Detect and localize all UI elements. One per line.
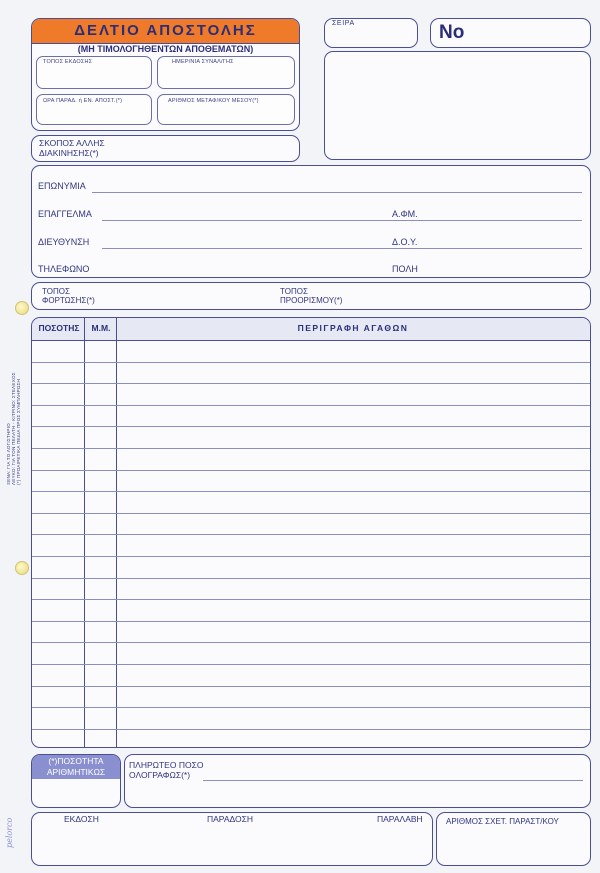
document-subtitle: (ΜΗ ΤΙΜΟΛΟΓΗΘΕΝΤΩΝ ΑΠΟΘΕΜΑΤΩΝ): [77, 44, 254, 54]
vehicle-number-label: ΑΡΙΘΜΟΣ ΜΕΤΑΦ/ΚΟΥ ΜΕΣΟΥ(*): [168, 98, 259, 104]
table-row[interactable]: [32, 729, 590, 730]
profession-line: [102, 220, 582, 221]
purpose-field[interactable]: [31, 135, 300, 162]
time-label: ΩΡΑ ΠΑΡΑΔ. ή ΕΝ. ΑΠΟΣΤ.(*): [43, 98, 123, 104]
table-row[interactable]: [32, 599, 590, 600]
payable-label-1: ΠΛΗΡΩΤΕΟ ΠΟΣΟ: [129, 760, 204, 770]
address-label: ΔΙΕΥΘΥΝΣΗ: [38, 237, 90, 247]
destination-label-1: ΤΟΠΟΣ: [280, 287, 308, 296]
loading-label-2: ΦΟΡΤΩΣΗΣ(*): [42, 296, 95, 305]
date-field[interactable]: [157, 56, 295, 89]
table-row[interactable]: [32, 491, 590, 492]
table-row[interactable]: [32, 534, 590, 535]
date-label: ΗΜΕΡ/ΝΙΑ ΣΥΝΑΛ/ΓΗΣ: [172, 59, 234, 65]
table-row[interactable]: [32, 383, 590, 384]
customer-name-line: [92, 192, 582, 193]
table-row[interactable]: [32, 513, 590, 514]
related-doc-field[interactable]: [436, 812, 591, 866]
phone-label: ΤΗΛΕΦΩΝΟ: [38, 264, 90, 274]
side-note-line-1: ΞΕΝΑ: ΓΙΑ ΤΟ ΛΟΓΙΣΤΗΡΙΟ: [6, 423, 11, 485]
copy-distribution-note: [6, 325, 21, 485]
title-banner: [32, 19, 299, 44]
col-qty-header: ΠΟΣΟΤΗΣ: [38, 323, 80, 333]
table-row[interactable]: [32, 707, 590, 708]
qty-numeric-field[interactable]: [31, 754, 121, 808]
purpose-label: ΣΚΟΠΟΣ ΑΛΛΗΣ ΔΙΑΚΙΝΗΣΗΣ(*): [39, 138, 105, 158]
series-label: ΣΕΙΡΑ: [332, 20, 355, 27]
binder-hole-bottom: [15, 561, 29, 575]
payable-label-2: ΟΛΟΓΡΑΦΩΣ(*): [129, 770, 191, 780]
customer-block: [31, 165, 591, 278]
col-desc-header: ΠΕΡΙΓΡΑΦΗ ΑΓΑΘΩΝ: [297, 323, 409, 333]
customer-name-label: ΕΠΩΝΥΜΙΑ: [38, 181, 86, 191]
place-of-issue-label: ΤΟΠΟΣ ΕΚΔΟΣΗΣ: [43, 59, 93, 65]
places-block: [31, 282, 591, 310]
profession-label: ΕΠΑΓΓΕΛΜΑ: [38, 209, 92, 219]
table-row[interactable]: [32, 621, 590, 622]
table-row[interactable]: [32, 448, 590, 449]
table-row[interactable]: [32, 362, 590, 363]
binder-hole-top: [15, 301, 29, 315]
number-label: No: [439, 22, 465, 43]
phone-line: [102, 274, 582, 275]
qty-numeric-label-2: ΑΡΙΘΜΗΤΙΚΩΣ: [46, 767, 106, 777]
table-row[interactable]: [32, 470, 590, 471]
table-row[interactable]: [32, 556, 590, 557]
side-note-line-3: (*) ΠΡΟΑΙΡΕΤΙΚΑ ΠΕΔΙΑ ΠΡΟΣ ΣΥΜΠΛΗΡΩΣΗ: [16, 378, 21, 485]
table-row[interactable]: [32, 405, 590, 406]
signatures-block: [31, 812, 433, 866]
address-line: [102, 248, 582, 249]
delivery-label: ΠΑΡΑΔΟΣΗ: [207, 814, 254, 824]
city-label: ΠΟΛΗ: [392, 264, 418, 274]
time-field[interactable]: [36, 94, 152, 125]
table-row[interactable]: [32, 578, 590, 579]
col-unit-header: Μ.Μ.: [91, 323, 111, 333]
table-row[interactable]: [32, 686, 590, 687]
place-of-issue-field[interactable]: [36, 56, 152, 89]
brand-logo: pelorco: [5, 817, 14, 848]
items-table: [31, 317, 591, 748]
vat-label: Α.ΦΜ.: [392, 209, 418, 219]
payable-amount-field[interactable]: [124, 754, 591, 808]
table-row[interactable]: [32, 642, 590, 643]
qty-numeric-label-1: (*)ΠΟΣΟΤΗΤΑ: [48, 756, 104, 766]
related-doc-label: ΑΡΙΘΜΟΣ ΣΧΕΤ. ΠΑΡΑΣΤ/ΚΟΥ: [446, 817, 559, 826]
table-row[interactable]: [32, 664, 590, 665]
payable-line: [203, 780, 583, 781]
stamp-area: [324, 51, 591, 160]
tax-office-label: Δ.Ο.Υ.: [392, 237, 418, 247]
series-field[interactable]: [324, 18, 418, 48]
number-field[interactable]: [430, 18, 591, 48]
qty-numeric-header: [32, 755, 120, 779]
receipt-label: ΠΑΡΑΛΑΒΗ: [377, 814, 423, 824]
table-row[interactable]: [32, 426, 590, 427]
issue-label: ΕΚΔΟΣΗ: [64, 814, 99, 824]
loading-label-1: ΤΟΠΟΣ: [42, 287, 70, 296]
vehicle-number-field[interactable]: [157, 94, 295, 125]
side-note-line-2: ΛΕΥΚΟ: ΓΙΑ ΤΟΝ ΠΕΛΑΤΗ - ΚΙΤΡΙΝΟ: ΣΤΕΛΕΧΟΣ: [11, 372, 16, 485]
destination-label-2: ΠΡΟΟΡΙΣΜΟΥ(*): [280, 296, 343, 305]
document-title: ΔΕΛΤΙΟ ΑΠΟΣΤΟΛΗΣ: [74, 22, 257, 39]
